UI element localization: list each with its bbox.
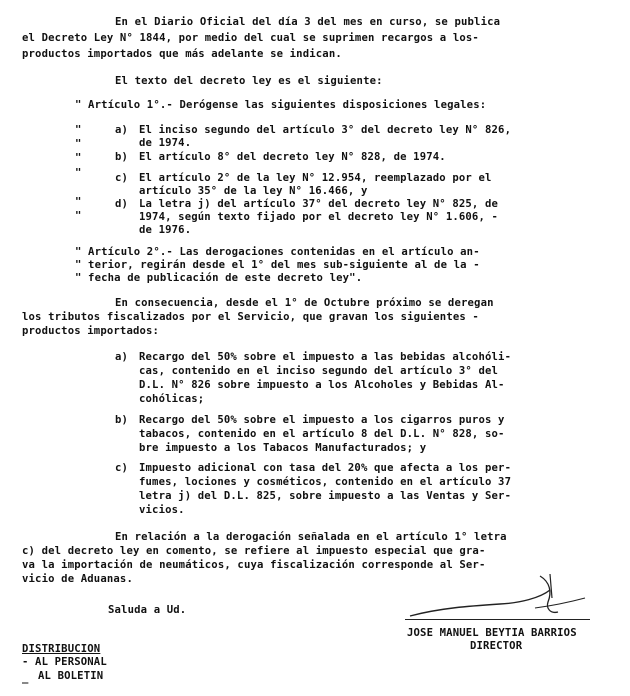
article1-item-letter: d): [115, 198, 129, 210]
article1-item-line: 1974, según texto fijado por el decreto ley N° 1.606, -: [139, 211, 499, 223]
product-letter: c): [115, 462, 129, 474]
intro-line-2: el Decreto Ley N° 1844, por medio del cual se suprimen recargos a los-: [22, 32, 479, 44]
consequence-line: productos importados:: [22, 325, 160, 337]
product-line: D.L. N° 826 sobre impuesto a los Alcoholes y Bebidas Al-: [139, 379, 505, 391]
quote-mark: ": [75, 167, 82, 179]
product-line: fumes, lociones y cosméticos, contenido en el artículo 37: [139, 476, 512, 488]
distribution-heading: DISTRIBUCION: [22, 643, 101, 655]
product-line: letra j) del D.L. 825, sobre impuesto a las Ventas y Ser-: [139, 490, 512, 502]
distribution-item: - AL PERSONAL: [22, 656, 107, 668]
product-line: tabacos, contenido en el artículo 8 del D.L. N° 828, so-: [139, 428, 505, 440]
quote-mark: ": [75, 152, 82, 164]
intro-line-3: productos importados que más adelante se indican.: [22, 48, 342, 60]
product-line: cas, contenido en el inciso segundo del artículo 3° del: [139, 365, 499, 377]
signer-title: DIRECTOR: [470, 640, 523, 652]
article2-line: " Artículo 2°.- Las derogaciones contenidas en el artículo an-: [75, 246, 480, 258]
relation-line: En relación a la derogación señalada en el artículo 1° letra: [115, 531, 507, 543]
distribution-item: AL BOLETIN: [38, 670, 104, 682]
quote-mark: ": [75, 210, 82, 222]
relation-line: va la importación de neumáticos, cuya fiscalización corresponde al Ser-: [22, 559, 486, 571]
article1-item-letter: b): [115, 151, 129, 163]
signer-name: JOSE MANUEL BEYTIA BARRIOS: [407, 627, 577, 639]
product-line: bre impuesto a los Tabacos Manufacturados; y: [139, 442, 427, 454]
product-line: Recargo del 50% sobre el impuesto a las bebidas alcohóli-: [139, 351, 512, 363]
article1-item-letter: a): [115, 124, 129, 136]
distribution-dash: _: [22, 672, 29, 684]
relation-line: vicio de Aduanas.: [22, 573, 133, 585]
product-line: Impuesto adicional con tasa del 20% que afecta a los per-: [139, 462, 512, 474]
relation-line: c) del decreto ley en comento, se refiere al impuesto especial que gra-: [22, 545, 486, 557]
product-letter: a): [115, 351, 129, 363]
decree-intro: El texto del decreto ley es el siguiente:: [115, 75, 383, 87]
article1-item-line: de 1974.: [139, 137, 192, 149]
article2-line: " terior, regirán desde el 1° del mes sub-siguiente al de la -: [75, 259, 480, 271]
quote-mark: ": [75, 124, 82, 136]
article2-line: " fecha de publicación de este decreto ley".: [75, 272, 363, 284]
signature-line: [405, 619, 590, 620]
closing-salutation: Saluda a Ud.: [108, 604, 187, 616]
consequence-line: los tributos fiscalizados por el Servicio, que gravan los siguientes -: [22, 311, 479, 323]
article1-item-line: de 1976.: [139, 224, 192, 236]
consequence-line: En consecuencia, desde el 1° de Octubre próximo se deregan: [115, 297, 494, 309]
article1-item-line: El artículo 8° del decreto ley N° 828, de 1974.: [139, 151, 446, 163]
quote-mark: ": [75, 138, 82, 150]
article1-item-line: artículo 35° de la ley N° 16.466, y: [139, 185, 368, 197]
product-line: Recargo del 50% sobre el impuesto a los cigarros puros y: [139, 414, 505, 426]
intro-line-1: En el Diario Oficial del día 3 del mes en curso, se publica: [115, 16, 501, 28]
product-letter: b): [115, 414, 129, 426]
article1-item-line: La letra j) del artículo 37° del decreto ley N° 825, de: [139, 198, 499, 210]
article1-heading: " Artículo 1°.- Derógense las siguientes disposiciones legales:: [75, 99, 487, 111]
product-line: vicios.: [139, 504, 185, 516]
article1-item-line: El artículo 2° de la ley N° 12.954, reemplazado por el: [139, 172, 492, 184]
product-line: cohólicas;: [139, 393, 205, 405]
quote-mark: ": [75, 196, 82, 208]
article1-item-letter: c): [115, 172, 129, 184]
article1-item-line: El inciso segundo del artículo 3° del decreto ley N° 826,: [139, 124, 512, 136]
